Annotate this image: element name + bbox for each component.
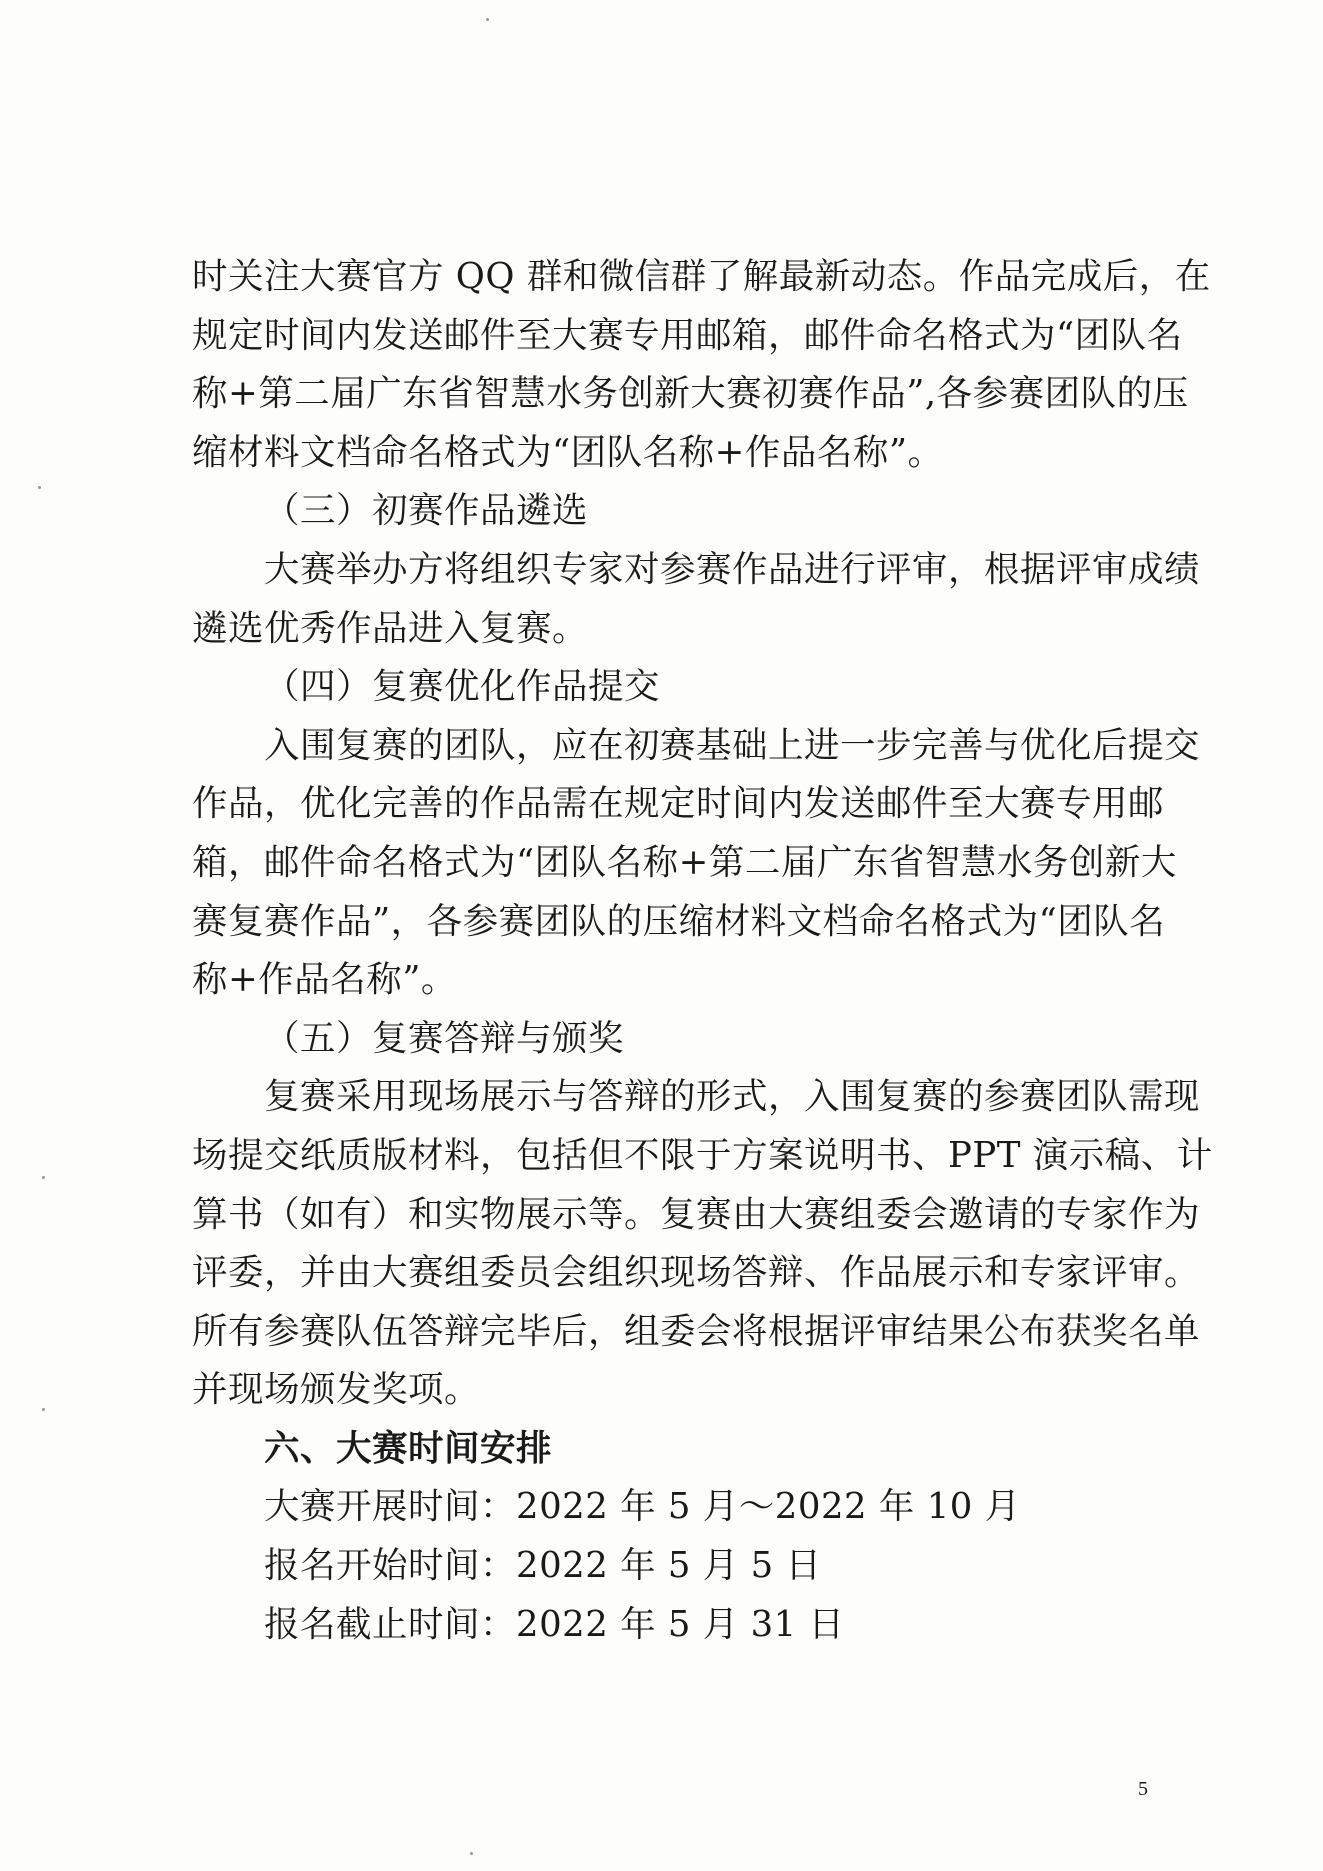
schedule-line: 大赛开展时间：2022 年 5 月～2022 年 10 月: [264, 1486, 1021, 1528]
paragraph-line: 箱，邮件命名格式为“团队名称+第二届广东省智慧水务创新大: [192, 841, 1177, 883]
paragraph-line: 作品，优化完善的作品需在规定时间内发送邮件至大赛专用邮: [192, 783, 1165, 825]
paragraph-line: 称+第二届广东省智慧水务创新大赛初赛作品”,各参赛团队的压: [192, 373, 1189, 415]
paragraph-line: 入围复赛的团队，应在初赛基础上进一步完善与优化后提交: [264, 724, 1201, 766]
section-heading-6: 六、大赛时间安排: [264, 1427, 553, 1469]
paragraph-line: 评委，并由大赛组委员会组织现场答辩、作品展示和专家评审。: [192, 1252, 1201, 1294]
paragraph-line: 场提交纸质版材料，包括但不限于方案说明书、PPT 演示稿、计: [192, 1134, 1213, 1176]
paragraph-line: 复赛采用现场展示与答辩的形式，入围复赛的参赛团队需现: [264, 1076, 1201, 1118]
paragraph-line: 并现场颁发奖项。: [192, 1369, 481, 1411]
paragraph-line: 规定时间内发送邮件至大赛专用邮箱，邮件命名格式为“团队名: [192, 314, 1183, 356]
paragraph-line: 称+作品名称”。: [192, 959, 457, 1001]
schedule-line: 报名开始时间：2022 年 5 月 5 日: [264, 1545, 822, 1587]
document-body: [192, 248, 1213, 1654]
section-heading-4: （四）复赛优化作品提交: [264, 666, 661, 708]
paragraph-line: 所有参赛队伍答辩完毕后，组委会将根据评审结果公布获奖名单: [192, 1310, 1201, 1352]
section-heading-3: （三）初赛作品遴选: [264, 490, 589, 532]
scan-speck: [42, 1176, 45, 1179]
scan-speck: [42, 1408, 45, 1411]
paragraph-line: 时关注大赛官方 QQ 群和微信群了解最新动态。作品完成后，在: [192, 256, 1211, 297]
section-heading-5: （五）复赛答辩与颁奖: [264, 1017, 625, 1059]
scan-speck: [486, 18, 489, 21]
page-number: 5: [1138, 1778, 1148, 1800]
paragraph-line: 遴选优秀作品进入复赛。: [192, 607, 589, 649]
paragraph-line: 赛复赛作品”，各参赛团队的压缩材料文档命名格式为“团队名: [192, 900, 1166, 942]
paragraph-line: 缩材料文档命名格式为“团队名称+作品名称”。: [192, 431, 944, 473]
scan-speck: [38, 486, 41, 489]
scan-speck: [470, 1852, 473, 1855]
paragraph-line: 大赛举办方将组织专家对参赛作品进行评审，根据评审成绩: [264, 548, 1201, 590]
paragraph-line: 算书（如有）和实物展示等。复赛由大赛组委会邀请的专家作为: [192, 1193, 1201, 1235]
schedule-line: 报名截止时间：2022 年 5 月 31 日: [264, 1603, 845, 1645]
